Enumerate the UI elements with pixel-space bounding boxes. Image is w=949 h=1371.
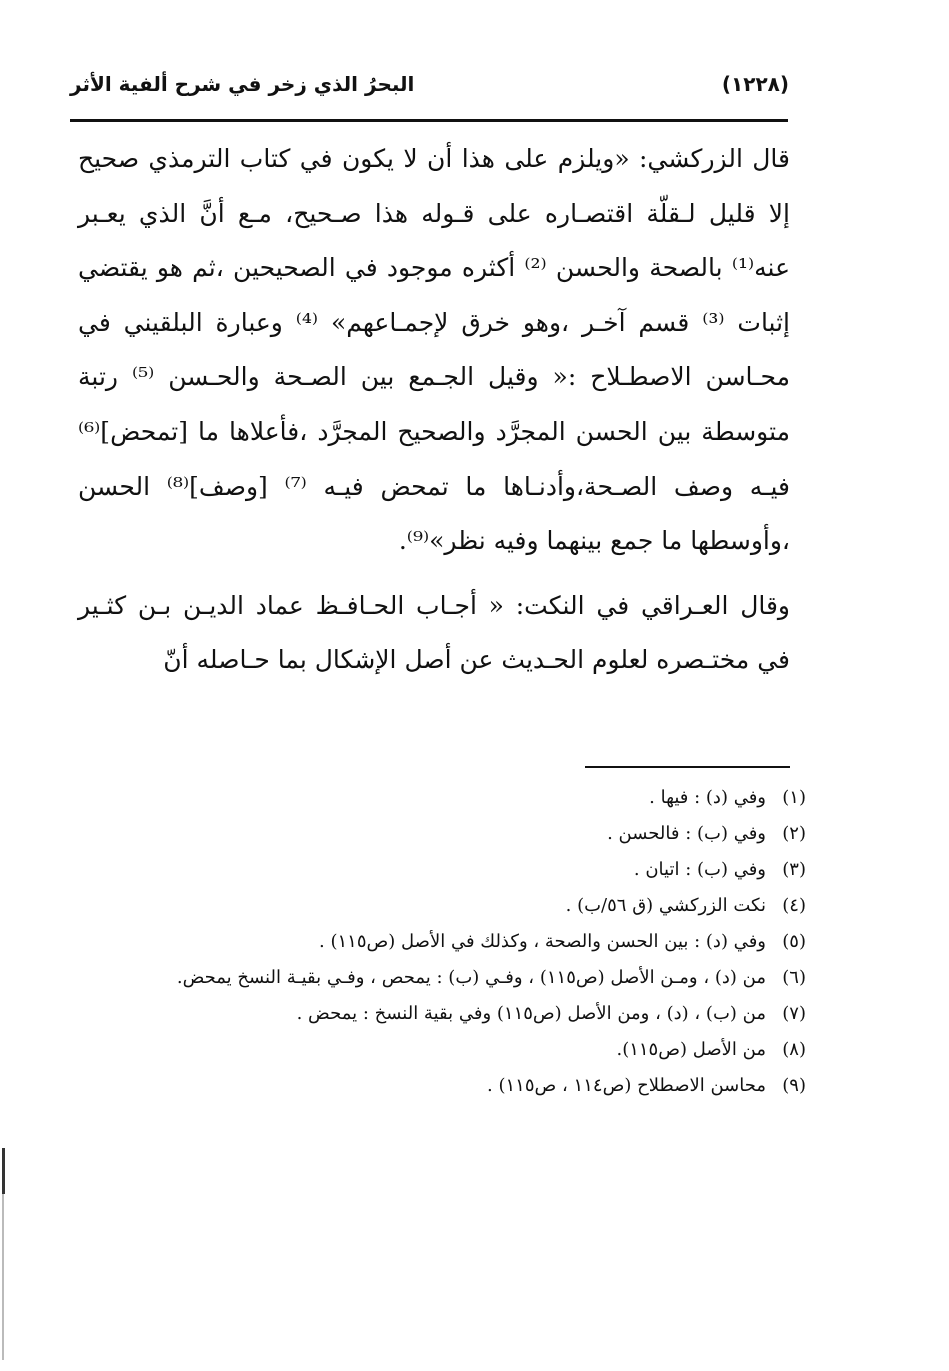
footnote	[84, 996, 806, 1032]
footnote-number: (٣)	[782, 859, 806, 880]
paragraph-iraqi: وقال العـراقي في النكت: « أجـاب الحـافـظ عماد الديـن بـن كثـير في مختـصره لعلوم الحـديث عن أصل الإشكال بما حـاصله أنّ	[78, 590, 790, 675]
footnote	[84, 1032, 806, 1068]
footnote-number: (٢)	[782, 823, 806, 844]
footnote	[84, 1068, 806, 1104]
footnote-number: (٦)	[782, 967, 806, 988]
footnote-text: من (د) ، ومـن الأصل (ص١١٥) ، وفـي (ب) : يمحص ، وفـي بقيـة النسخ يمحض.	[176, 967, 766, 988]
footnote-number: (١)	[782, 787, 806, 808]
main-text	[78, 132, 790, 688]
footnote-number: (٧)	[782, 1003, 806, 1024]
footnote-text: نكت الزركشي (ق ٥٦/ب) .	[565, 895, 766, 916]
footnote-text: محاسن الاصطلاح (ص١١٤ ، ص١١٥) .	[487, 1075, 766, 1096]
footnote-number: (٩)	[782, 1075, 806, 1096]
footnote	[84, 852, 806, 888]
footnote-number: (٥)	[782, 931, 806, 952]
footnote-text: وفي (د) : فيها .	[649, 787, 766, 808]
page-number: (١٢٢٨)	[721, 72, 789, 96]
footnote	[84, 960, 806, 996]
footnote-text: وفي (د) : بين الحسن والصحة ، وكذلك في الأصل (ص١١٥) .	[319, 931, 766, 952]
book-title: البحرُ الذي زخر في شرح ألفية الأثر	[70, 72, 415, 96]
footnote	[84, 924, 806, 960]
footnote-text: من (ب) ، (د) ، ومن الأصل (ص١١٥) وفي بقية النسخ : يمحض .	[296, 1003, 766, 1024]
running-head	[70, 64, 789, 104]
paragraph-zarkashi: قال الزركشي: «ويلزم على هذا أن لا يكون في كتاب الترمذي صحيح إلا قليل لـقلّة اقتصـاره على قـوله هذا صـحيح، مـع أنَّ الذي يعـبر عنه⁽¹⁾ بالصحة والحسن ⁽²⁾ أكثره موجود في الصحيحين ،ثم هو يقتضي إثبات ⁽³⁾ قسم آخـر ،وهو خرق لإجمـاعهم» ⁽⁴⁾ وعبارة البلقيني في محـاسن الاصطـلاح :« وقيل الجـمع بين الصـحة والحـسن ⁽⁵⁾ رتبة متوسطة بين الحسن المجرَّد والصحيح المجرَّد ،فأعلاها ما [تمحض]⁽⁶⁾ فيـه وصف الصـحة،وأدنـاها ما تمحض فيـه ⁽⁷⁾ [وصف]⁽⁸⁾ الحسن ،وأوسطها ما جمع بينهما وفيه نظر»⁽⁹⁾.	[78, 144, 791, 556]
footnote-text: من الأصل (ص١١٥).	[616, 1039, 766, 1060]
footnote-separator	[585, 766, 790, 768]
footnote-text: وفي (ب) : اتيان .	[633, 859, 766, 880]
footnote-text: وفي (ب) : فالحسن .	[607, 823, 766, 844]
paragraph-spacer	[78, 569, 790, 579]
footnote-number: (٤)	[782, 895, 806, 916]
footnote-number: (٨)	[782, 1039, 806, 1060]
scan-edge-mark	[2, 1148, 5, 1194]
footnotes	[84, 780, 806, 1104]
footnote	[84, 816, 806, 852]
footnote	[84, 888, 806, 924]
footnote	[84, 780, 806, 816]
header-rule	[70, 119, 788, 122]
